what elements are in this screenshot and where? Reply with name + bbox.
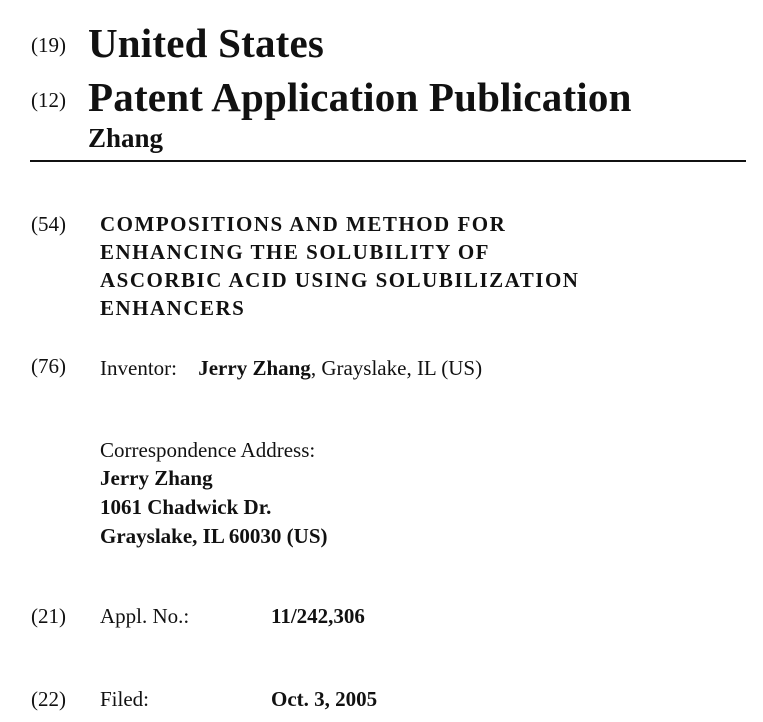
- inventor-row: [100, 356, 482, 381]
- country-title: United States: [88, 20, 325, 66]
- title-line-3: ASCORBIC ACID USING SOLUBILIZATION: [100, 268, 580, 292]
- title-line-1: COMPOSITIONS AND METHOD FOR: [100, 212, 507, 236]
- header-divider: [30, 160, 746, 162]
- inventor-label: Inventor:: [100, 356, 177, 380]
- publication-type-code: (12): [31, 88, 66, 112]
- title-code: (54): [31, 212, 66, 236]
- filed-label: Filed:: [100, 687, 150, 711]
- author-name: Zhang: [88, 123, 164, 153]
- appl-number: 11/242,306: [271, 604, 365, 628]
- publication-type-title: Patent Application Publication: [88, 74, 632, 120]
- title-line-4: ENHANCERS: [100, 296, 246, 320]
- title-line-2: ENHANCING THE SOLUBILITY OF: [100, 240, 490, 264]
- correspondence-label: Correspondence Address:: [100, 438, 316, 462]
- country-code: (19): [31, 33, 66, 57]
- inventor-code: (76): [31, 354, 66, 378]
- correspondence-city: Grayslake, IL 60030 (US): [100, 524, 328, 548]
- filed-code: (22): [31, 687, 66, 711]
- appl-label: Appl. No.:: [100, 604, 190, 628]
- correspondence-street: 1061 Chadwick Dr.: [100, 495, 272, 519]
- filed-date: Oct. 3, 2005: [271, 687, 378, 711]
- appl-code: (21): [31, 604, 66, 628]
- inventor-location: , Grayslake, IL (US): [310, 356, 483, 380]
- correspondence-name: Jerry Zhang: [100, 466, 213, 490]
- inventor-name: Jerry Zhang: [198, 356, 311, 380]
